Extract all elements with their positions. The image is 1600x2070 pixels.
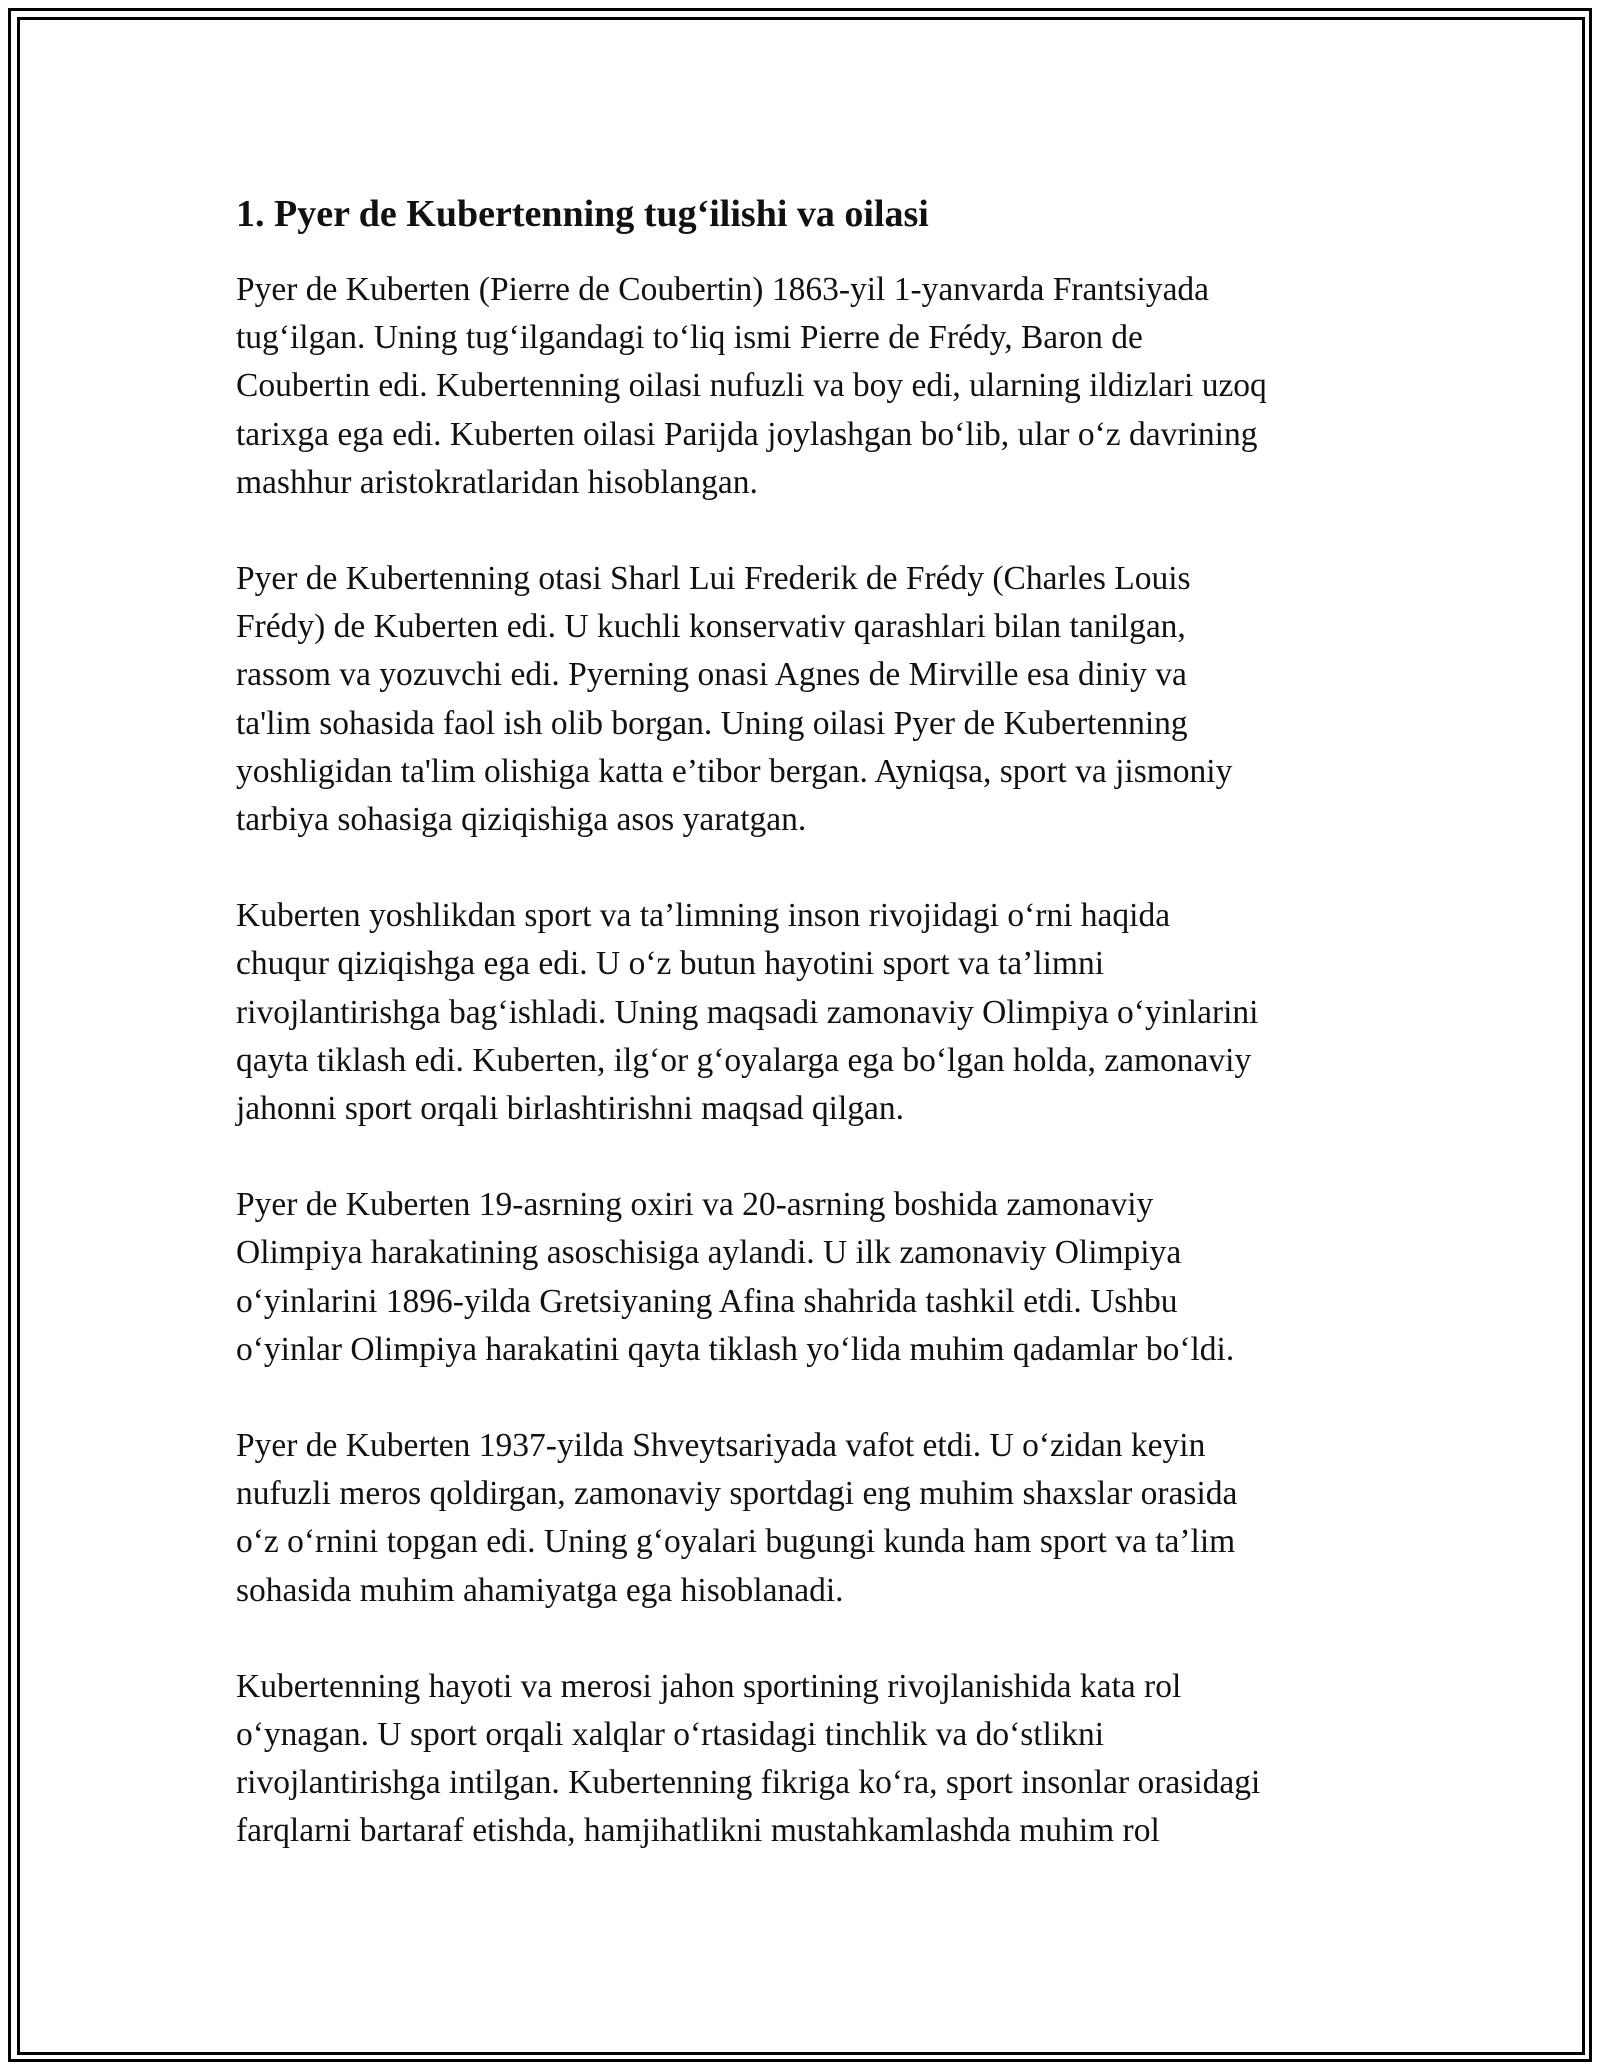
paragraph-birth: Pyer de Kuberten (Pierre de Coubertin) 1863-yil 1-yanvarda Frantsiyada tug‘ilgan. Uning tug‘ilgandagi to‘liq ismi Pierre de Frédy, Baron de Coubertin edi. Kubertenning oilasi nufuzli va boy edi, ularning ildizlari uzoq tarixga ega edi. Kuberten oilasi Parijda joylashgan bo‘lib, ular o‘z davrining mashhur aristokratlaridan hisoblangan. (236, 271, 1267, 501)
paragraph-parents: Pyer de Kubertenning otasi Sharl Lui Frederik de Frédy (Charles Louis Frédy) de Kuberten edi. U kuchli konservativ qarashlari bilan tanilgan, rassom va yozuvchi edi. Pyerning onasi Agnes de Mirville esa diniy va ta'lim sohasida faol ish olib borgan. Uning oilasi Pyer de Kubertenning yoshligidan ta'lim olishiga katta e’tibor bergan. Ayniqsa, sport va jismoniy tarbiya sohasiga qiziqishiga asos yaratgan. (236, 560, 1233, 839)
paragraph-death: Pyer de Kuberten 1937-yilda Shveytsariyada vafot etdi. U o‘zidan keyin nufuzli meros qoldirgan, zamonaviy sportdagi eng muhim shaxslar orasida o‘z o‘rnini topgan edi. Uning g‘oyalari bugungi kunda ham sport va ta’lim sohasida muhim ahamiyatga ega hisoblanadi. (236, 1427, 1238, 1609)
paragraph-youth: Kuberten yoshlikdan sport va ta’limning inson rivojidagi o‘rni haqida chuqur qiziqishga ega edi. U o‘z butun hayotini sport va ta’limni rivojlantirishga bag‘ishladi. Uning maqsadi zamonaviy Olimpiya o‘yinlarini qayta tiklash edi. Kuberten, ilg‘or g‘oyalarga ega bo‘lgan holda, zamonaviy jahonni sport orqali birlashtirishni maqsad qilgan. (236, 897, 1259, 1128)
document-body (236, 190, 1386, 1904)
paragraph-olympic-movement: Pyer de Kuberten 19-asrning oxiri va 20-asrning boshida zamonaviy Olimpiya harakatining asoschisiga aylandi. U ilk zamonaviy Olimpiya o‘yinlarini 1896-yilda Gretsiyaning Afina shahrida tashkil etdi. Ushbu o‘yinlar Olimpiya harakatini qayta tiklash yo‘lida muhim qadamlar bo‘ldi. (236, 1186, 1235, 1368)
paragraph-legacy: Kubertenning hayoti va merosi jahon sportining rivojlanishida kata rol o‘ynagan. U sport orqali xalqlar o‘rtasidagi tinchlik va do‘stlikni rivojlantirishga intilgan. Kubertenning fikriga ko‘ra, sport insonlar orasidagi farqlarni bartaraf etishda, hamjihatlikni mustahkamlashda muhim rol (236, 1667, 1261, 1850)
section-heading: 1. Pyer de Kubertenning tug‘ilishi va oilasi (236, 193, 929, 235)
